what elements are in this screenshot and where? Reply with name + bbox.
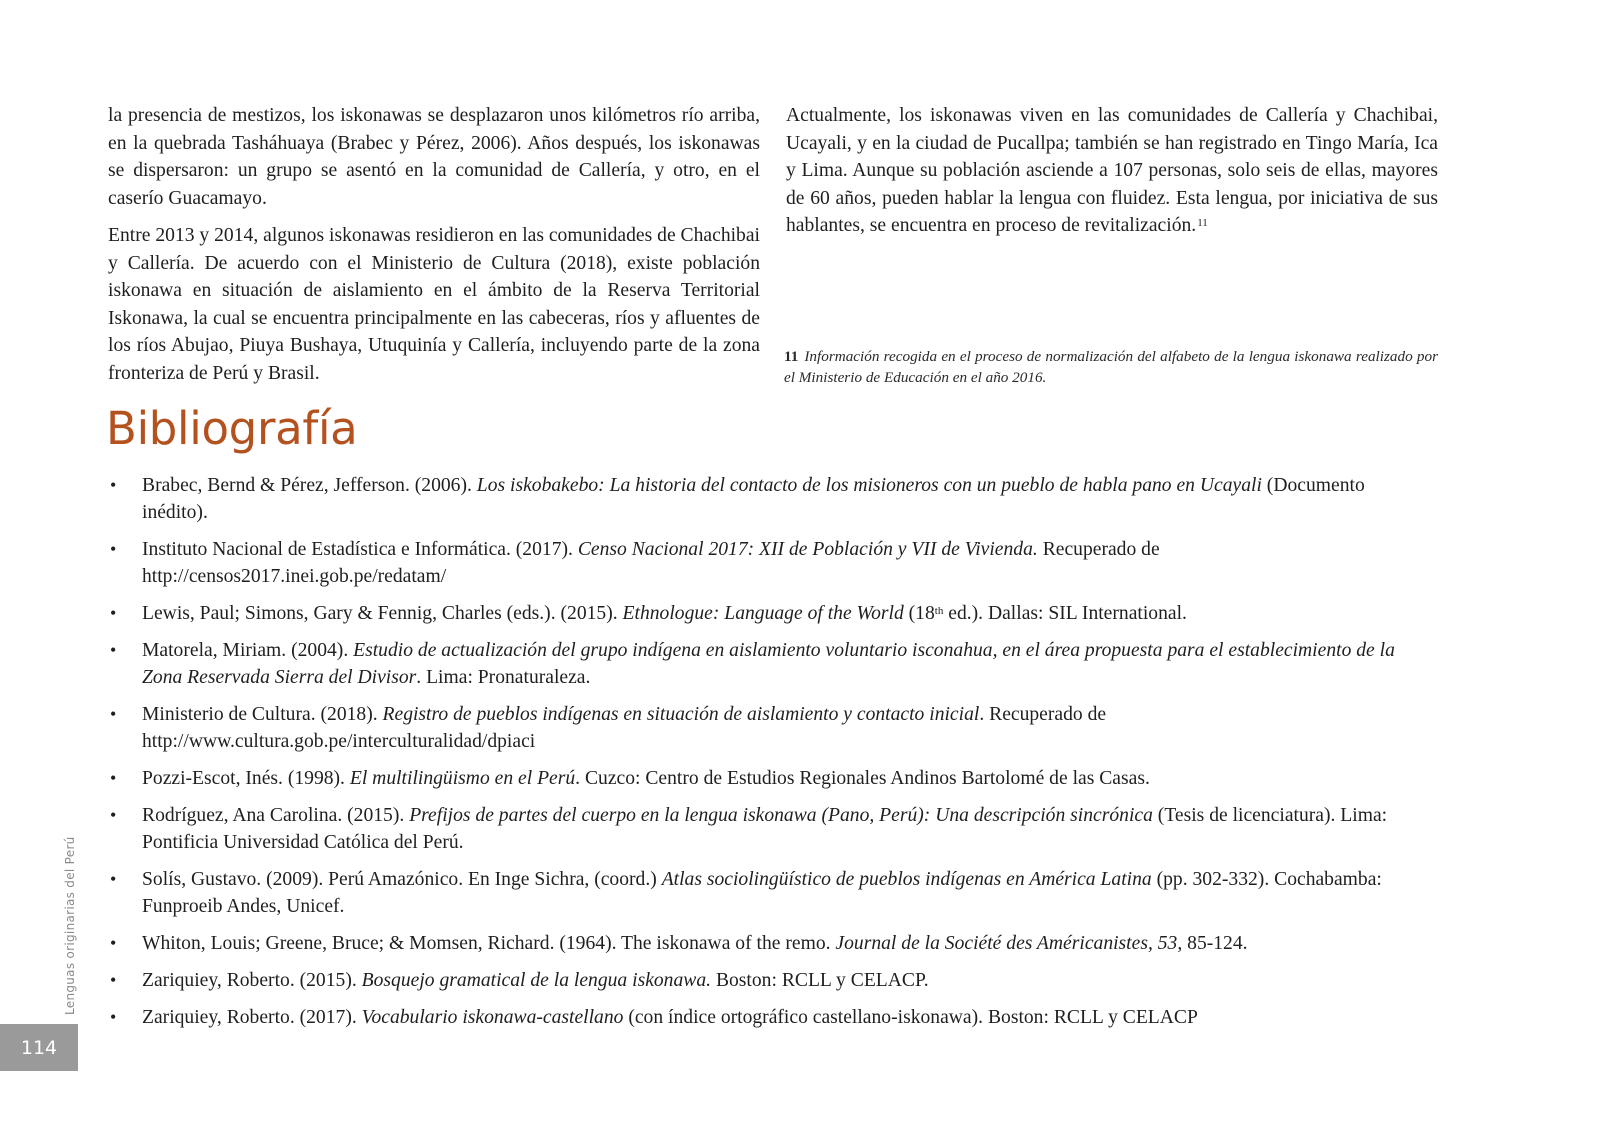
bibliography-entry: [108, 930, 1430, 957]
entry-author-year: Ministerio de Cultura. (2018).: [142, 704, 383, 725]
entry-author-year: Zariquiey, Roberto. (2015).: [142, 970, 362, 991]
footnote-reference[interactable]: 11: [1197, 217, 1208, 229]
entry-author-year: Matorela, Miriam. (2004).: [142, 640, 354, 661]
entry-title: Ethnologue: Language of the World: [622, 603, 904, 624]
entry-title: Estudio de actualización del grupo indígena en aislamiento voluntario isconahua, en el área propuesta para el establecimiento de la Zona Reservada Sierra del Divisor: [142, 640, 1395, 688]
entry-details: (18: [903, 603, 935, 624]
page-number: 114: [20, 1036, 58, 1059]
right-paragraph-1: [786, 102, 1438, 240]
entry-author-year: Pozzi-Escot, Inés. (1998).: [142, 768, 350, 789]
page-number-tab: [0, 1024, 78, 1071]
bibliography-list: [108, 472, 1430, 1041]
bibliography-entry: [108, 866, 1430, 920]
bibliography-entry: [108, 802, 1430, 856]
entry-title: El multilingüismo en el Perú: [349, 768, 576, 789]
left-column: [108, 102, 760, 397]
left-paragraph-2: Entre 2013 y 2014, algunos iskonawas residieron en las comunidades de Chachibai y Callería. De acuerdo con el Ministerio de Cultura (2018), existe población iskonawa en situación de aislamiento en el ámbito de la Reserva Territorial Iskonawa, la cual se encuentra principalmente en las cabeceras, ríos y afluentes de los ríos Abujao, Piuya Bushaya, Utuquinía y Callería, incluyendo parte de la zona fronteriza de Perú y Brasil.: [108, 225, 760, 384]
right-column: [786, 102, 1438, 250]
entry-details: (pp. 302-332). Cochabamba: Funproeib Andes, Unicef.: [142, 869, 1382, 917]
entry-title: Prefijos de partes del cuerpo en la lengua iskonawa (Pano, Perú): Una descripción sincrónica: [409, 805, 1153, 826]
entry-title: Vocabulario iskonawa-castellano: [361, 1007, 624, 1028]
running-header-vertical: Lenguas originarias del Perú: [63, 836, 77, 1015]
bibliography-entry: [108, 765, 1430, 792]
entry-author-year: Solís, Gustavo. (2009). Perú Amazónico. En Inge Sichra, (coord.): [142, 869, 662, 890]
footnote-text: Información recogida en el proceso de normalización del alfabeto de la lengua iskonawa realizado por el Ministerio de Educación en el año 2016.: [784, 348, 1438, 386]
entry-title: Registro de pueblos indígenas en situación de aislamiento y contacto inicial: [382, 704, 980, 725]
bibliography-entry: [108, 472, 1430, 526]
entry-title: Censo Nacional 2017: XII de Población y VII de Vivienda.: [577, 539, 1038, 560]
bibliography-entry: [108, 637, 1430, 691]
entry-author-year: Instituto Nacional de Estadística e Informática. (2017).: [142, 539, 578, 560]
entry-author-year: Whiton, Louis; Greene, Bruce; & Momsen, Richard. (1964). The iskonawa of the remo.: [142, 933, 836, 954]
entry-details: Recuperado de http://censos2017.inei.gob.pe/redatam/: [142, 539, 1160, 587]
entry-details: (Tesis de licenciatura). Lima: Pontificia Universidad Católica del Perú.: [142, 805, 1388, 853]
entry-superscript: th: [934, 605, 944, 617]
entry-title: Atlas sociolingüístico de pueblos indígenas en América Latina: [661, 869, 1152, 890]
bibliography-entry: [108, 967, 1430, 994]
bibliography-entry: [108, 1004, 1430, 1031]
entry-author-year: Zariquiey, Roberto. (2017).: [142, 1007, 362, 1028]
entry-author-year: Brabec, Bernd & Pérez, Jefferson. (2006).: [142, 475, 477, 496]
left-paragraph-1: la presencia de mestizos, los iskonawas se desplazaron unos kilómetros río arriba, en la quebrada Tasháhuaya (Brabec y Pérez, 2006). Años después, los iskonawas se dispersaron: un grupo se asentó en la comunidad de Callería, y otro, en el caserío Guacamayo.: [108, 105, 760, 209]
footnote-number: 11: [784, 348, 799, 365]
entry-details: (Documento inédito).: [142, 475, 1365, 523]
entry-details: . Recuperado de http://www.cultura.gob.pe/interculturalidad/dpiaci: [142, 704, 1107, 752]
entry-details-continued: ed.). Dallas: SIL International.: [943, 603, 1187, 624]
entry-details: . Cuzco: Centro de Estudios Regionales Andinos Bartolomé de las Casas.: [575, 768, 1150, 789]
entry-author-year: Lewis, Paul; Simons, Gary & Fennig, Charles (eds.). (2015).: [142, 603, 623, 624]
bibliography-heading: Bibliografía: [106, 402, 358, 455]
entry-details: Boston: RCLL y CELACP.: [711, 970, 929, 991]
bibliography-entry: [108, 536, 1430, 590]
entry-details: (con índice ortográfico castellano-iskonawa). Boston: RCLL y CELACP: [623, 1007, 1198, 1028]
entry-title: Bosquejo gramatical de la lengua iskonawa.: [361, 970, 712, 991]
footnote: [784, 346, 1438, 388]
bibliography-entry: [108, 701, 1430, 755]
entry-details: . Lima: Pronaturaleza.: [416, 667, 591, 688]
entry-details: , 85-124.: [1177, 933, 1248, 954]
right-paragraph-1-text: Actualmente, los iskonawas viven en las comunidades de Callería y Chachibai, Ucayali, y en la ciudad de Pucallpa; también se han registrado en Tingo María, Ica y Lima. Aunque su población asciende a 107 personas, solo seis de ellas, mayores de 60 años, pueden hablar la lengua con fluidez. Esta lengua, por iniciativa de sus hablantes, se encuentra en proceso de revitalización.: [786, 105, 1438, 236]
bibliography-entry: [108, 600, 1430, 627]
entry-author-year: Rodríguez, Ana Carolina. (2015).: [142, 805, 410, 826]
entry-title: Journal de la Société des Américanistes, 53: [835, 933, 1178, 954]
entry-title: Los iskobakebo: La historia del contacto de los misioneros con un pueblo de habla pano en Ucayali: [476, 475, 1262, 496]
